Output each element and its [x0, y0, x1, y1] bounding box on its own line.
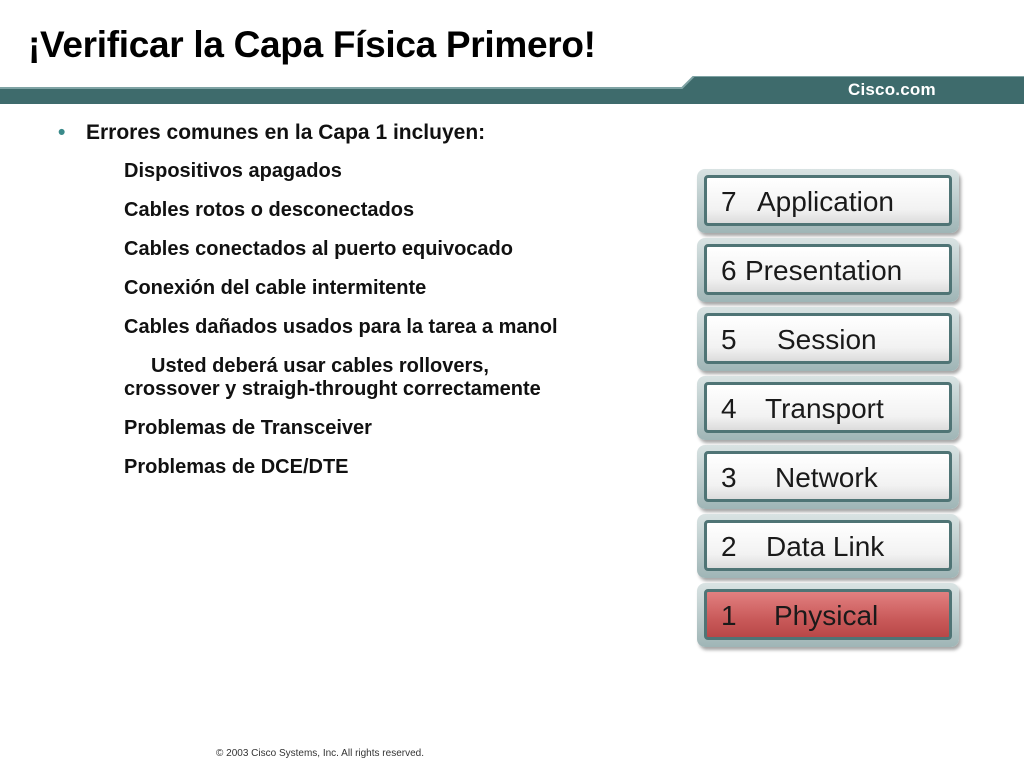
error-list: [124, 160, 684, 495]
osi-layer-number: 3: [721, 462, 737, 493]
osi-model-stack: [697, 169, 961, 652]
slide-title: ¡Verificar la Capa Física Primero!: [28, 24, 596, 65]
osi-layer-name: Physical: [774, 600, 879, 631]
osi-layer-number: 7: [721, 186, 737, 217]
list-item: Dispositivos apagados: [124, 160, 342, 182]
osi-layer-number: 6: [721, 255, 737, 286]
osi-layer-name: Presentation: [745, 255, 903, 286]
copyright-footer: © 2003 Cisco Systems, Inc. All rights reserved.: [215, 748, 424, 759]
list-item: Problemas de DCE/DTE: [124, 456, 349, 478]
osi-layer-number: 5: [721, 324, 737, 355]
list-item: Conexión del cable intermitente: [124, 277, 427, 299]
list-item: Problemas de Transceiver: [124, 417, 372, 439]
osi-layer-name: Transport: [765, 393, 884, 424]
osi-layer-session: [697, 307, 959, 371]
main-bullet: [58, 121, 485, 145]
osi-layer-application: [697, 169, 959, 233]
list-item: Cables conectados al puerto equivocado: [124, 238, 513, 260]
osi-layer-number: 4: [721, 393, 737, 424]
list-item: Cables dañados usados para la tarea a manol: [124, 316, 558, 338]
list-item: Usted deberá usar cables rollovers, crossover y straigh-throught correctamente: [124, 355, 541, 400]
osi-layer-name: Session: [777, 324, 877, 355]
list-item: Cables rotos o desconectados: [124, 199, 415, 221]
osi-layer-name: Network: [775, 462, 878, 493]
main-bullet-text: Errores comunes en la Capa 1 incluyen:: [86, 121, 486, 144]
osi-layer-network: [697, 445, 959, 509]
bullet-dot-icon: •: [58, 121, 66, 144]
osi-layer-data-link: [697, 514, 959, 578]
osi-layer-number: 1: [721, 600, 737, 631]
osi-layer-name: Application: [757, 186, 894, 217]
osi-layer-transport: [697, 376, 959, 440]
osi-layer-name: Data Link: [766, 531, 885, 562]
osi-layer-presentation: [697, 238, 959, 302]
cisco-logo-text: Cisco.com: [848, 80, 936, 99]
osi-layer-physical: [697, 583, 959, 647]
osi-layer-number: 2: [721, 531, 737, 562]
